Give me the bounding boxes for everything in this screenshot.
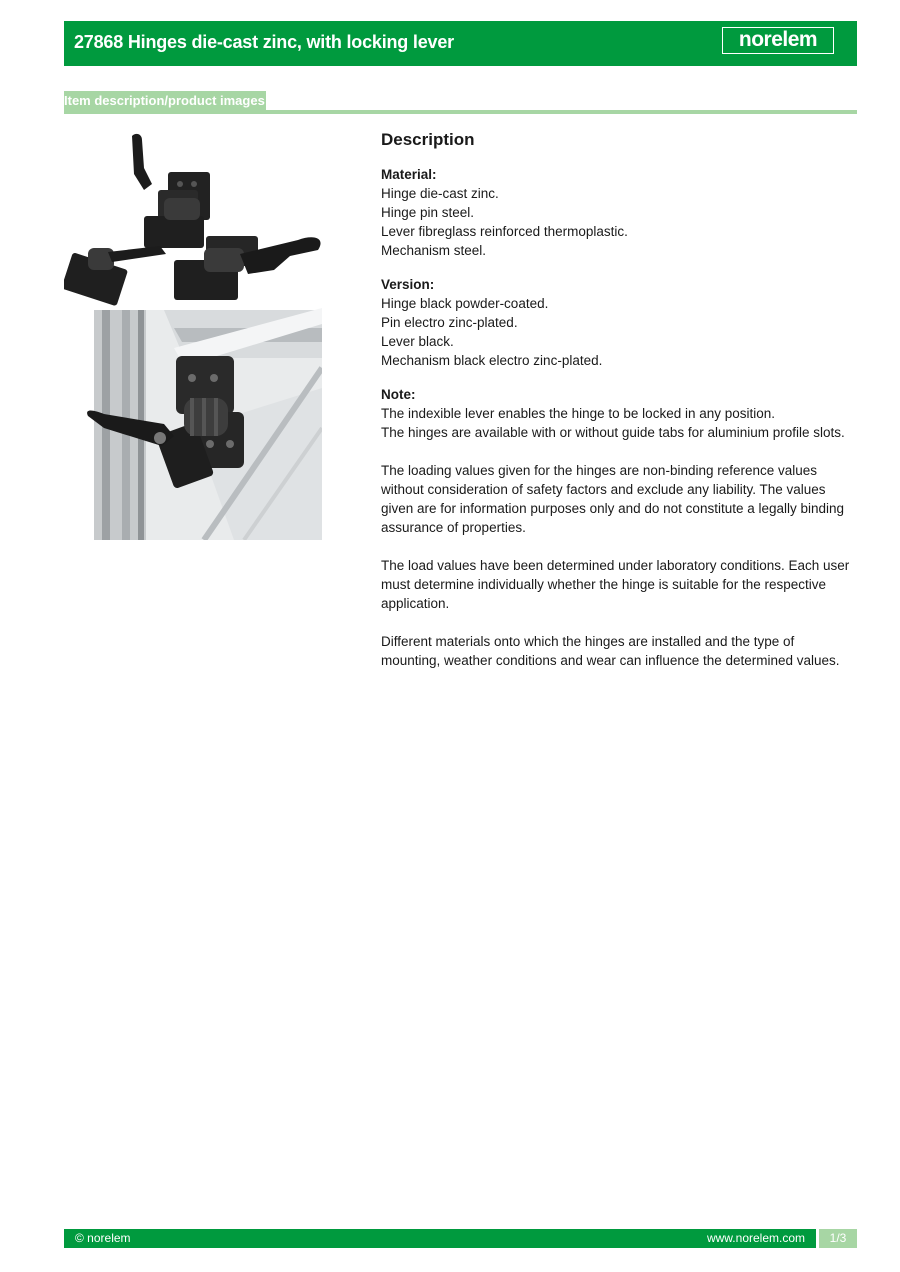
- product-image-mounted: [87, 308, 322, 540]
- product-image-hinges: [64, 134, 321, 306]
- footer-website-link[interactable]: www.norelem.com: [706, 1231, 805, 1245]
- note-block: [381, 385, 857, 442]
- version-line: Pin electro zinc-plated.: [381, 315, 518, 330]
- loading-values-paragraph: The loading values given for the hinges are non-binding reference values without consideration of safety factors and exclude any liability. The values given are for information purposes only and do not constitute a legally binding assurance of properties.: [381, 463, 845, 535]
- description-panel: [381, 128, 857, 689]
- norelem-logo: norelem: [722, 27, 834, 54]
- material-line: Hinge die-cast zinc.: [381, 186, 499, 201]
- version-title: Version:: [381, 277, 435, 292]
- version-line: Lever black.: [381, 334, 454, 349]
- material-block: [381, 165, 857, 260]
- material-line: Hinge pin steel.: [381, 205, 475, 220]
- note-line: The indexible lever enables the hinge to be locked in any position.: [381, 406, 776, 421]
- version-block: [381, 275, 857, 370]
- product-images: [64, 128, 322, 540]
- page-header: [64, 21, 857, 66]
- note-line: The hinges are available with or without guide tabs for aluminium profile slots.: [381, 425, 845, 440]
- version-line: Mechanism black electro zinc-plated.: [381, 353, 603, 368]
- section-label: Item description/product images: [64, 91, 266, 111]
- note-title: Note:: [381, 387, 416, 402]
- footer-copyright: © norelem: [75, 1231, 131, 1245]
- materials-paragraph: Different materials onto which the hinges are installed and the type of mounting, weather conditions and wear can influence the determined values.: [381, 634, 840, 668]
- material-line: Mechanism steel.: [381, 243, 487, 258]
- material-line: Lever fibreglass reinforced thermoplastic.: [381, 224, 628, 239]
- material-title: Material:: [381, 167, 437, 182]
- description-heading: Description: [381, 130, 475, 149]
- page-footer: [64, 1229, 816, 1248]
- page-title: 27868 Hinges die-cast zinc, with locking lever: [74, 32, 454, 52]
- version-line: Hinge black powder-coated.: [381, 296, 549, 311]
- page-number: 1/3: [819, 1229, 857, 1248]
- laboratory-paragraph: The load values have been determined under laboratory conditions. Each user must determine individually whether the hinge is suitable for the respective application.: [381, 558, 850, 611]
